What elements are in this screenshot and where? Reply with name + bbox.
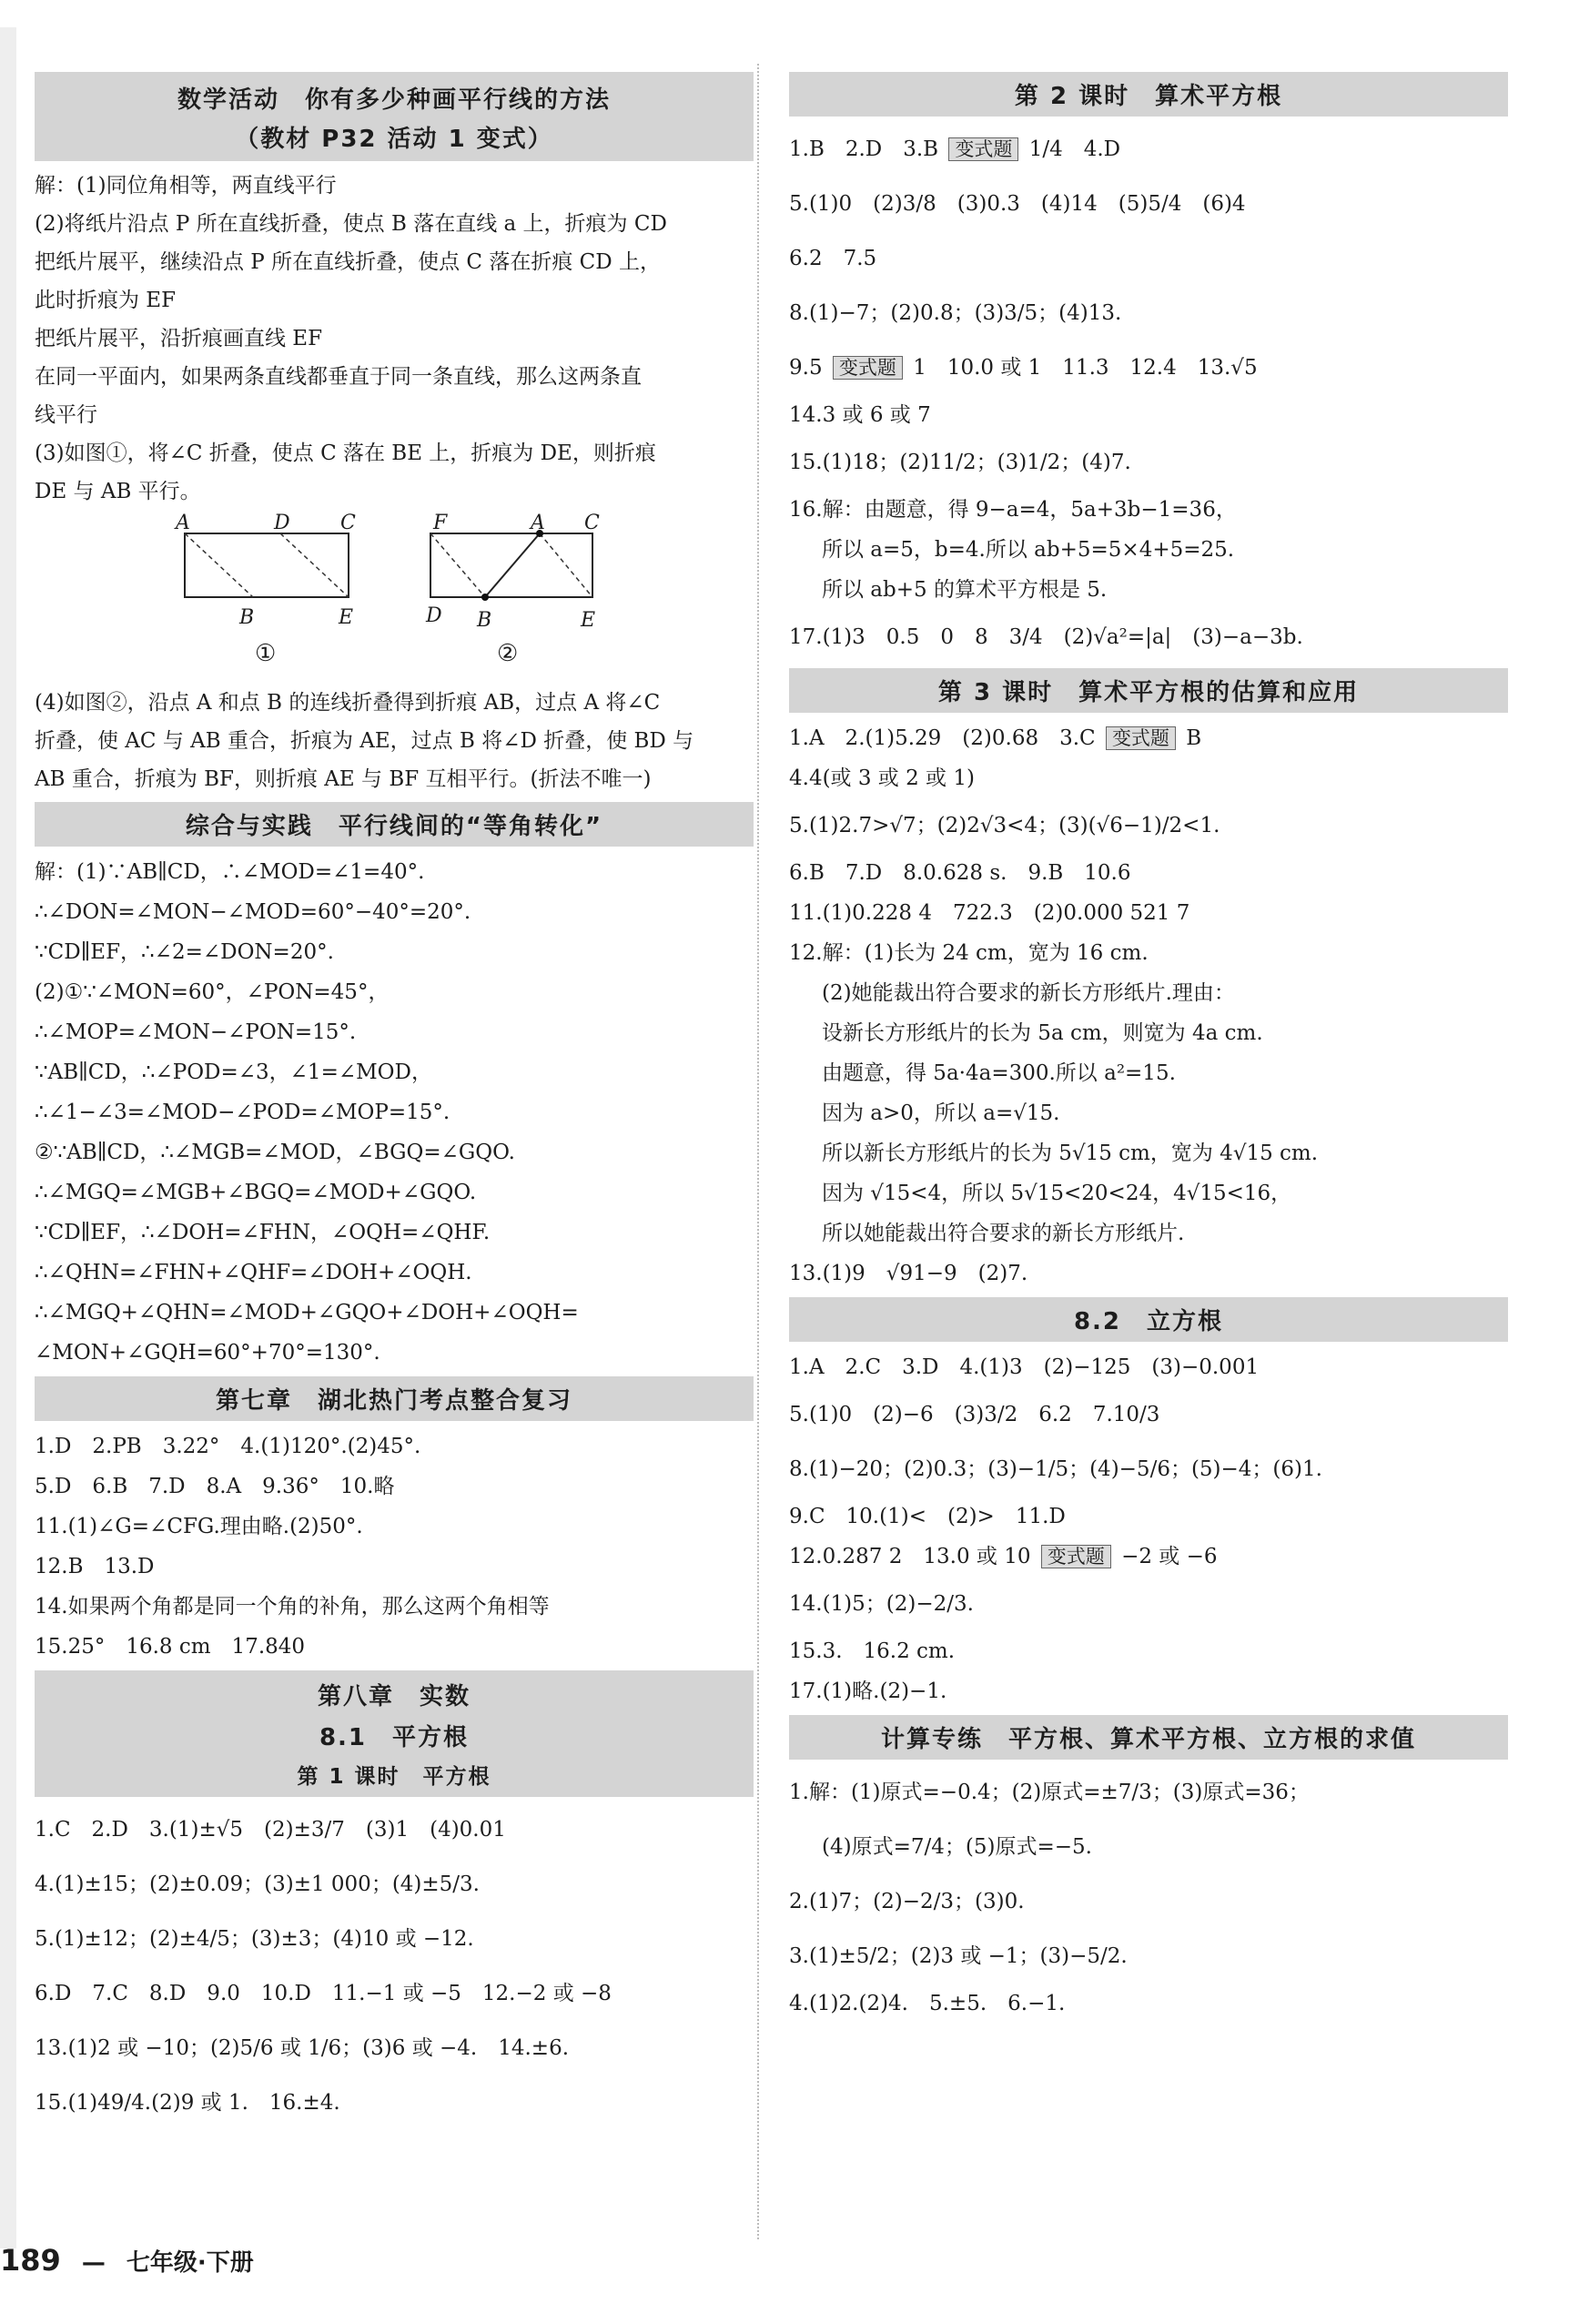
answer-line: 1.D 2.PB 3.22° 4.(1)120°.(2)45°. xyxy=(35,1435,421,1458)
answer-line: 14.(1)5；(2)−2/3. xyxy=(789,1592,974,1616)
right-column xyxy=(789,68,1508,2024)
answer-line xyxy=(789,718,1508,758)
fig2-label-e: E xyxy=(581,609,596,632)
page-edge-shade xyxy=(0,27,16,2248)
answer-text: 9.5 xyxy=(789,356,823,380)
fig1-label-e: E xyxy=(339,606,354,629)
answer-line: 此时折痕为 EF xyxy=(35,289,177,312)
left-column xyxy=(35,68,754,2130)
answer-line: 5.(1)0 (2)−6 (3)3/2 6.2 7.10/3 xyxy=(789,1403,1160,1426)
answer-line: 6.D 7.C 8.D 9.0 10.D 11.−1 或 −5 12.−2 或 −8 xyxy=(35,1982,612,2005)
answer-line: 因为 √15<4，所以 5√15<20<24，4√15<16， xyxy=(822,1182,1292,1205)
page-number: 189 xyxy=(0,2243,61,2278)
answer-text: 1/4 4.D xyxy=(1028,137,1121,161)
answer-line: 3.(1)±5/2；(2)3 或 −1；(3)−5/2. xyxy=(789,1944,1128,1968)
fig2-label-f: F xyxy=(433,512,448,534)
answer-line: (2)①∵∠MON=60°，∠PON=45°， xyxy=(35,980,390,1004)
answer-line: ∴∠MGQ=∠MGB+∠BGQ=∠MOD+∠GQO. xyxy=(35,1181,477,1204)
answer-line: 在同一平面内，如果两条直线都垂直于同一条直线，那么这两条直 xyxy=(35,365,642,389)
footer-dash: — xyxy=(81,2249,106,2277)
answer-line: ∴∠QHN=∠FHN+∠QHF=∠DOH+∠OQH. xyxy=(35,1261,472,1284)
fig2-label-b: B xyxy=(477,609,492,632)
answer-line: 1.C 2.D 3.(1)±√5 (2)±3/7 (3)1 (4)0.01 xyxy=(35,1818,506,1842)
answer-line: 线平行 xyxy=(35,403,97,427)
answer-line: 11.(1)0.228 4 722.3 (2)0.000 521 7 xyxy=(789,901,1190,925)
answer-line: (2)她能裁出符合要求的新长方形纸片.理由： xyxy=(822,981,1235,1005)
answer-line: 5.(1)0 (2)3/8 (3)0.3 (4)14 (5)5/4 (6)4 xyxy=(789,192,1246,216)
fig1-label-c: C xyxy=(340,512,356,534)
fig1-fold-line-2 xyxy=(280,533,349,597)
fig2-fold-line-2 xyxy=(540,533,592,597)
answer-text: −2 或 −6 xyxy=(1121,1545,1218,1568)
answer-line: AB 重合，折痕为 BF，则折痕 AE 与 BF 互相平行。(折法不唯一) xyxy=(35,767,652,791)
answer-line: 17.(1)略.(2)−1. xyxy=(789,1680,947,1703)
section-header: 综合与实践 平行线间的“等角转化” xyxy=(35,802,754,847)
answer-line: 所以 ab+5 的算术平方根是 5. xyxy=(822,578,1108,602)
answer-line: ∠MON+∠GQH=60°+70°=130°. xyxy=(35,1341,380,1365)
answer-line: 1.解：(1)原式=−0.4；(2)原式=±7/3；(3)原式=36； xyxy=(789,1781,1310,1804)
answer-line: 14.如果两个角都是同一个角的补角，那么这两个角相等 xyxy=(35,1595,550,1619)
column-divider xyxy=(757,64,759,2239)
answer-line: ∴∠MOP=∠MON−∠PON=15°. xyxy=(35,1020,357,1044)
answer-line: 15.(1)18；(2)11/2；(3)1/2；(4)7. xyxy=(789,451,1131,474)
answer-line: (3)如图①，将∠C 折叠，使点 C 落在 BE 上，折痕为 DE，则折痕 xyxy=(35,441,656,465)
section-title: 8.1 平方根 xyxy=(319,1724,470,1751)
answer-line: 2.(1)7；(2)−2/3；(3)0. xyxy=(789,1890,1025,1913)
answer-line: ②∵AB∥CD，∴∠MGB=∠MOD，∠BGQ=∠GQO. xyxy=(35,1141,515,1164)
answer-line: 12.B 13.D xyxy=(35,1555,155,1578)
fig1-label-d: D xyxy=(274,512,290,534)
answer-line: 把纸片展平，继续沿点 P 所在直线折叠，使点 C 落在折痕 CD 上， xyxy=(35,250,661,274)
section-subtitle: （教材 P32 活动 1 变式） xyxy=(235,126,553,153)
answer-text: 1.A 2.(1)5.29 (2)0.68 3.C xyxy=(789,726,1096,750)
grade-label: 七年级·下册 xyxy=(126,2249,254,2277)
answer-line: 5.(1)±12；(2)±4/5；(3)±3；(4)10 或 −12. xyxy=(35,1927,474,1951)
answer-line: 5.(1)2.7>√7；(2)2√3<4；(3)(√6−1)/2<1. xyxy=(789,814,1220,837)
answer-line: 13.(1)9 √91−9 (2)7. xyxy=(789,1262,1028,1285)
answer-line: DE 与 AB 平行。 xyxy=(35,480,201,503)
answer-line: 把纸片展平，沿折痕画直线 EF xyxy=(35,327,323,350)
answer-line: 所以 a=5，b=4.所以 ab+5=5×4+5=25. xyxy=(822,538,1235,562)
fig1-label-a: A xyxy=(176,512,190,534)
answer-text: 12.0.287 2 13.0 或 10 xyxy=(789,1545,1031,1568)
answer-text: B xyxy=(1186,726,1202,750)
lesson-title: 第 1 课时 平方根 xyxy=(297,1765,491,1789)
answer-line: 所以她能裁出符合要求的新长方形纸片. xyxy=(822,1222,1185,1245)
answer-line: 解：(1)同位角相等，两直线平行 xyxy=(35,174,337,198)
section-header: 第七章 湖北热门考点整合复习 xyxy=(35,1376,754,1421)
answer-line: 由题意，得 5a·4a=300.所以 a²=15. xyxy=(822,1061,1176,1085)
answer-line: 6.B 7.D 8.0.628 s. 9.B 10.6 xyxy=(789,861,1131,885)
answer-line xyxy=(789,340,1508,395)
answer-text: 1.B 2.D 3.B xyxy=(789,137,939,161)
answer-line: 解：(1)∵AB∥CD，∴∠MOD=∠1=40°. xyxy=(35,860,425,884)
answer-line: 15.25° 16.8 cm 17.840 xyxy=(35,1635,306,1659)
answer-line: 所以新长方形纸片的长为 5√15 cm，宽为 4√15 cm. xyxy=(822,1142,1319,1165)
answer-line: 13.(1)2 或 −10；(2)5/6 或 1/6；(3)6 或 −4. 14.±6. xyxy=(35,2036,570,2060)
fig1-rectangle xyxy=(185,533,349,597)
answer-line: ∵CD∥EF，∴∠DOH=∠FHN，∠OQH=∠QHF. xyxy=(35,1221,491,1244)
fig2-point-b xyxy=(481,594,489,601)
fig2-caption: ② xyxy=(497,640,519,667)
page-footer xyxy=(0,2243,254,2278)
variant-badge: 变式题 xyxy=(833,356,903,380)
section-header: 第 3 课时 算术平方根的估算和应用 xyxy=(789,668,1508,713)
answer-line: 8.(1)−7；(2)0.8；(3)3/5；(4)13. xyxy=(789,301,1122,325)
answer-line: 11.(1)∠G=∠CFG.理由略.(2)50°. xyxy=(35,1515,363,1538)
answer-line: ∵AB∥CD，∴∠POD=∠3，∠1=∠MOD， xyxy=(35,1061,432,1084)
answer-line: 4.4(或 3 或 2 或 1) xyxy=(789,766,975,790)
answer-line: 8.(1)−20；(2)0.3；(3)−1/5；(4)−5/6；(5)−4；(6)1. xyxy=(789,1457,1322,1481)
answer-line: 因为 a>0，所以 a=√15. xyxy=(822,1101,1060,1125)
answer-line: 14.3 或 6 或 7 xyxy=(789,403,931,427)
answer-line: 15.(1)49/4.(2)9 或 1. 16.±4. xyxy=(35,2091,340,2115)
answer-line: 4.(1)2.(2)4. 5.±5. 6.−1. xyxy=(789,1992,1066,2015)
answer-line: 设新长方形纸片的长为 5a cm，则宽为 4a cm. xyxy=(822,1021,1263,1045)
chapter-header xyxy=(35,1670,754,1797)
section-title: 数学活动 你有多少种画平行线的方法 xyxy=(177,86,611,114)
answer-line: (2)将纸片沿点 P 所在直线折叠，使点 B 落在直线 a 上，折痕为 CD xyxy=(35,212,667,236)
answer-line: ∴∠MGQ+∠QHN=∠MOD+∠GQO+∠DOH+∠OQH= xyxy=(35,1301,579,1324)
answer-line: ∴∠1−∠3=∠MOD−∠POD=∠MOP=15°. xyxy=(35,1101,450,1124)
chapter-title: 第八章 实数 xyxy=(317,1683,471,1710)
fig2-label-c: C xyxy=(584,512,600,534)
fig2-label-d: D xyxy=(426,604,442,627)
answer-line: 1.A 2.C 3.D 4.(1)3 (2)−125 (3)−0.001 xyxy=(789,1355,1260,1379)
answer-line: 折叠，使 AC 与 AB 重合，折痕为 AE，过点 B 将∠D 折叠，使 BD 与 xyxy=(35,729,694,753)
section-header xyxy=(35,72,754,161)
answer-line xyxy=(789,1537,1508,1577)
answer-line: 5.D 6.B 7.D 8.A 9.36° 10.略 xyxy=(35,1475,395,1498)
answer-line: 6.2 7.5 xyxy=(789,247,877,270)
fig2-fold-line-1 xyxy=(430,533,485,597)
fold-diagram xyxy=(35,511,754,684)
answer-line: 16.解：由题意，得 9−a=4，5a+3b−1=36， xyxy=(789,498,1237,522)
answer-line: 4.(1)±15；(2)±0.09；(3)±1 000；(4)±5/3. xyxy=(35,1872,480,1896)
variant-badge: 变式题 xyxy=(948,137,1018,161)
fig1-label-b: B xyxy=(239,606,255,629)
answer-line: 15.3. 16.2 cm. xyxy=(789,1639,956,1663)
answer-line: 17.(1)3 0.5 0 8 3/4 (2)√a²=|a| (3)−a−3b. xyxy=(789,625,1303,649)
section-header: 8.2 立方根 xyxy=(789,1297,1508,1342)
answer-line: 9.C 10.(1)< (2)> 11.D xyxy=(789,1505,1066,1528)
fold-figures xyxy=(35,511,754,684)
answer-line xyxy=(789,122,1508,177)
answer-line: (4)原式=7/4；(5)原式=−5. xyxy=(822,1835,1092,1859)
variant-badge: 变式题 xyxy=(1106,726,1176,750)
fig2-crease-ab xyxy=(485,533,540,597)
section-header: 第 2 课时 算术平方根 xyxy=(789,72,1508,117)
answer-line: (4)如图②，沿点 A 和点 B 的连线折叠得到折痕 AB，过点 A 将∠C xyxy=(35,691,661,715)
fig1-fold-line-1 xyxy=(185,533,253,597)
answer-line: 12.解：(1)长为 24 cm，宽为 16 cm. xyxy=(789,941,1149,965)
fig2-label-a: A xyxy=(531,512,545,534)
fig1-caption: ① xyxy=(255,640,277,667)
answer-text: 1 10.0 或 1 11.3 12.4 13.√5 xyxy=(913,356,1258,380)
answer-line: ∴∠DON=∠MON−∠MOD=60°−40°=20°. xyxy=(35,900,471,924)
variant-badge: 变式题 xyxy=(1041,1545,1111,1568)
answer-line: ∵CD∥EF，∴∠2=∠DON=20°. xyxy=(35,940,334,964)
section-header: 计算专练 平方根、算术平方根、立方根的求值 xyxy=(789,1715,1508,1760)
